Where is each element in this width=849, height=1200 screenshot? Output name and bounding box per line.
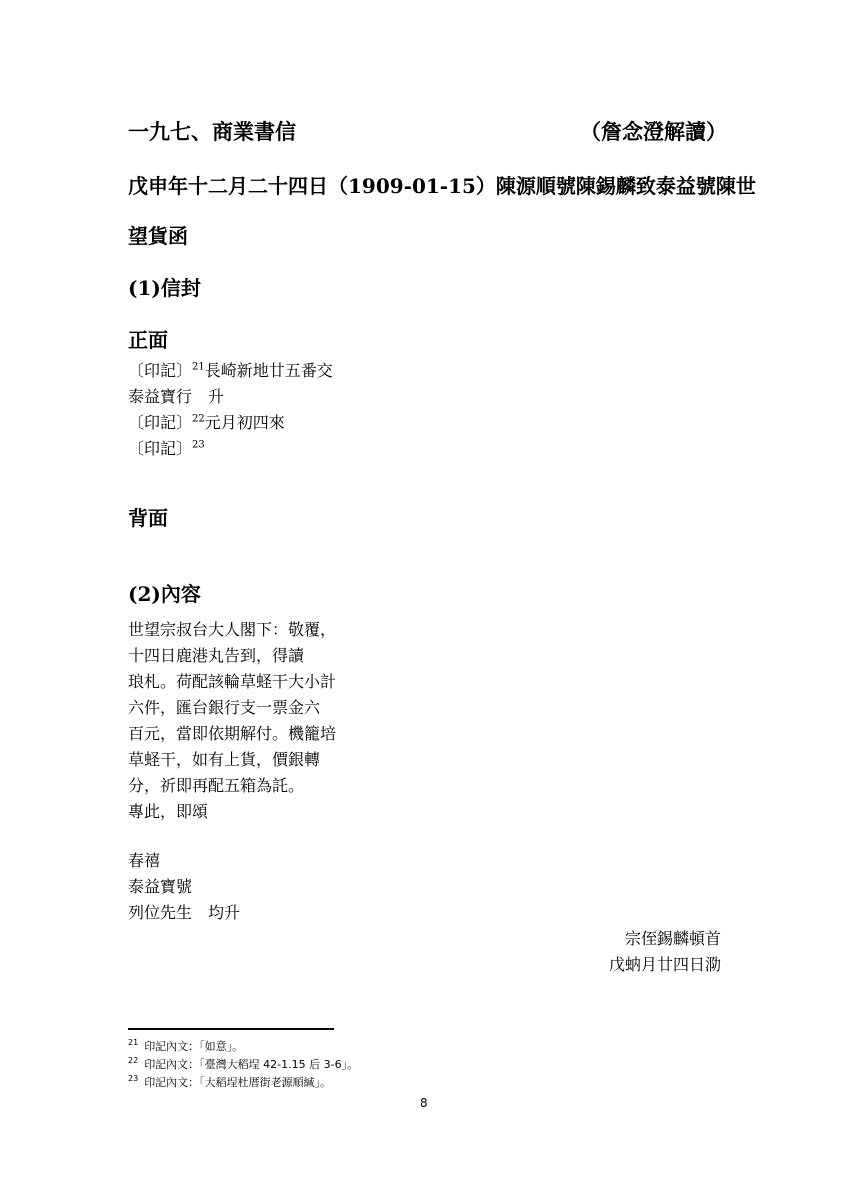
footnote-separator — [128, 1028, 334, 1030]
envelope-line: 〔印記〕$^{21}$長崎新地廿五番交 — [128, 361, 333, 380]
letter-line: 草蛏干，如有上貨，價銀轉 — [128, 750, 321, 769]
footnote: $^{21}$ 印記內文：「如意」。 — [128, 1038, 244, 1053]
signature-line: 宗侄錫麟頓首 — [624, 929, 721, 948]
envelope-line: 泰益寶行 升 — [128, 387, 225, 406]
footnote: $^{22}$ 印記內文：「臺灣大稻埕 42-1.15 后 3-6」。 — [128, 1056, 359, 1071]
letter-line: 琅札。荷配該輪草蛏干大小計 — [128, 672, 337, 691]
letter-line: 六件，匯台銀行支一票金六 — [128, 698, 321, 717]
closing-line: 春禧 — [128, 851, 161, 870]
content-heading: (2)內容 — [128, 582, 201, 606]
footnote-ref: 22 — [192, 413, 205, 425]
author-credit: （詹念澄解讀） — [580, 119, 727, 144]
letter-body — [128, 617, 336, 825]
letter-line: 世望宗叔台大人閣下：敬覆， — [128, 620, 337, 639]
section-title: 一九七、商業書信 — [128, 119, 296, 144]
closing-line: 泰益寶號 — [128, 877, 193, 896]
page-number: 8 — [420, 1096, 428, 1110]
back-heading: 背面 — [128, 506, 168, 530]
closing-line: 列位先生 均升 — [128, 903, 241, 922]
letter-signature — [609, 926, 721, 978]
envelope-front-lines — [128, 358, 333, 462]
footnote: $^{23}$ 印記內文：「大稻埕杜厝街老源順緘」。 — [128, 1074, 332, 1089]
letter-closing — [128, 848, 240, 926]
footnote-ref: 21 — [192, 361, 205, 373]
letter-line: 十四日鹿港丸告到，得讀 — [128, 646, 305, 665]
document-subtitle-line1: 戊申年十二月二十四日（1909-01-15）陳源順號陳錫麟致泰益號陳世 — [128, 174, 756, 198]
letter-line: 專此，即頌 — [128, 802, 209, 821]
letter-line: 百元，當即依期解付。機籠培 — [128, 724, 337, 743]
signature-line: 戊蚋月廿四日泐 — [608, 955, 721, 974]
envelope-line: 〔印記〕$^{22}$元月初四來 — [128, 413, 285, 432]
footnote-ref: 23 — [192, 439, 205, 451]
envelope-line: 〔印記〕$^{23}$ — [128, 439, 205, 458]
letter-line: 分，祈即再配五箱為託。 — [128, 776, 305, 795]
front-heading: 正面 — [128, 328, 168, 352]
envelope-heading: (1)信封 — [128, 276, 201, 300]
document-subtitle-line2: 望貨函 — [128, 224, 188, 248]
